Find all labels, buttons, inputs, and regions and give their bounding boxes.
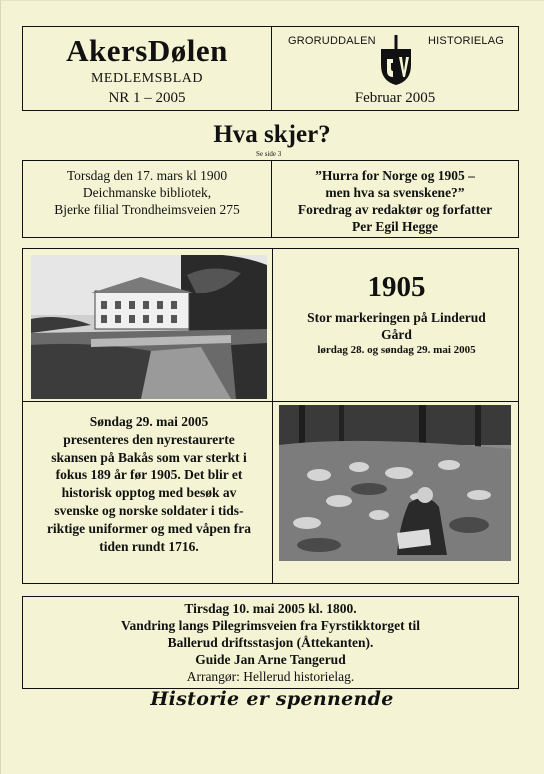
excavation-photo (279, 405, 511, 561)
feature-body-line: svenske og norske soldater i tids- (54, 502, 244, 518)
section-heading: Hva skjer? (213, 121, 331, 148)
lecture-line: men hva sa svenskene?” (325, 185, 465, 200)
event1-line: Bjerke filial Trondheimsveien 275 (54, 202, 240, 217)
lecture-line: Per Egil Hegge (352, 219, 438, 234)
feature-year: 1905 (367, 271, 426, 303)
society-name-right: HISTORIELAG (428, 35, 504, 47)
event3-line: Tirsdag 10. mai 2005 kl. 1800. (184, 601, 357, 616)
masthead-title-box (22, 26, 272, 111)
event3-line: Vandring langs Pilegrimsveien fra Fyrstikktorget til (120, 618, 421, 633)
feature-title-line: Stor markeringen på Linderud (307, 310, 486, 325)
event3-organizer: Arrangør: Hellerud historielag. (186, 669, 355, 684)
lecture-line: Foredrag av redaktør og forfatter (297, 202, 493, 217)
manor-photo (31, 255, 267, 399)
feature-body-line: skansen på Bakås som var sterkt i (51, 449, 247, 465)
event3-box (22, 596, 519, 689)
magazine-title: AkersDølen (66, 33, 228, 68)
divider-horizontal (23, 401, 518, 402)
feature-body-line: historisk opptog med besøk av (61, 485, 237, 501)
lecture-line: ”Hurra for Norge og 1905 – (315, 168, 475, 183)
feature-body-line: presenteres den nyrestaurerte (63, 431, 235, 447)
feature-box (22, 248, 519, 584)
feature-body-line: tiden rundt 1716. (99, 538, 199, 554)
feature-title-line: Gård (381, 327, 412, 342)
event1-lecture (271, 160, 519, 238)
feature-body-line: fokus 189 år før 1905. Det blir et (55, 467, 243, 483)
event3-line: Guide Jan Arne Tangerud (195, 652, 346, 667)
event1-line: Deichmanske bibliotek, (82, 185, 212, 200)
magazine-subtitle: MEDLEMSBLAD (90, 71, 204, 86)
masthead-society-box (271, 26, 519, 111)
event1-line: Torsdag den 17. mars kl 1900 (66, 168, 228, 183)
feature-title (273, 309, 520, 343)
event1-details (22, 160, 272, 238)
society-name-left: GRORUDDALEN (288, 35, 376, 47)
society-logo-icon (379, 35, 413, 87)
feature-body-line: riktige uniformer og med våpen fra (46, 520, 252, 536)
event3-line: Ballerud driftsstasjon (Åttekanten). (167, 635, 374, 650)
feature-body-line: Søndag 29. mai 2005 (89, 414, 209, 429)
issue-number: NR 1 – 2005 (108, 90, 186, 106)
slogan: Historie er spennende (150, 688, 394, 710)
issue-date: Februar 2005 (354, 90, 436, 106)
see-page-note: Se side 3 (256, 150, 282, 158)
feature-body (33, 413, 265, 555)
feature-dates: lørdag 28. og søndag 29. mai 2005 (317, 344, 476, 356)
